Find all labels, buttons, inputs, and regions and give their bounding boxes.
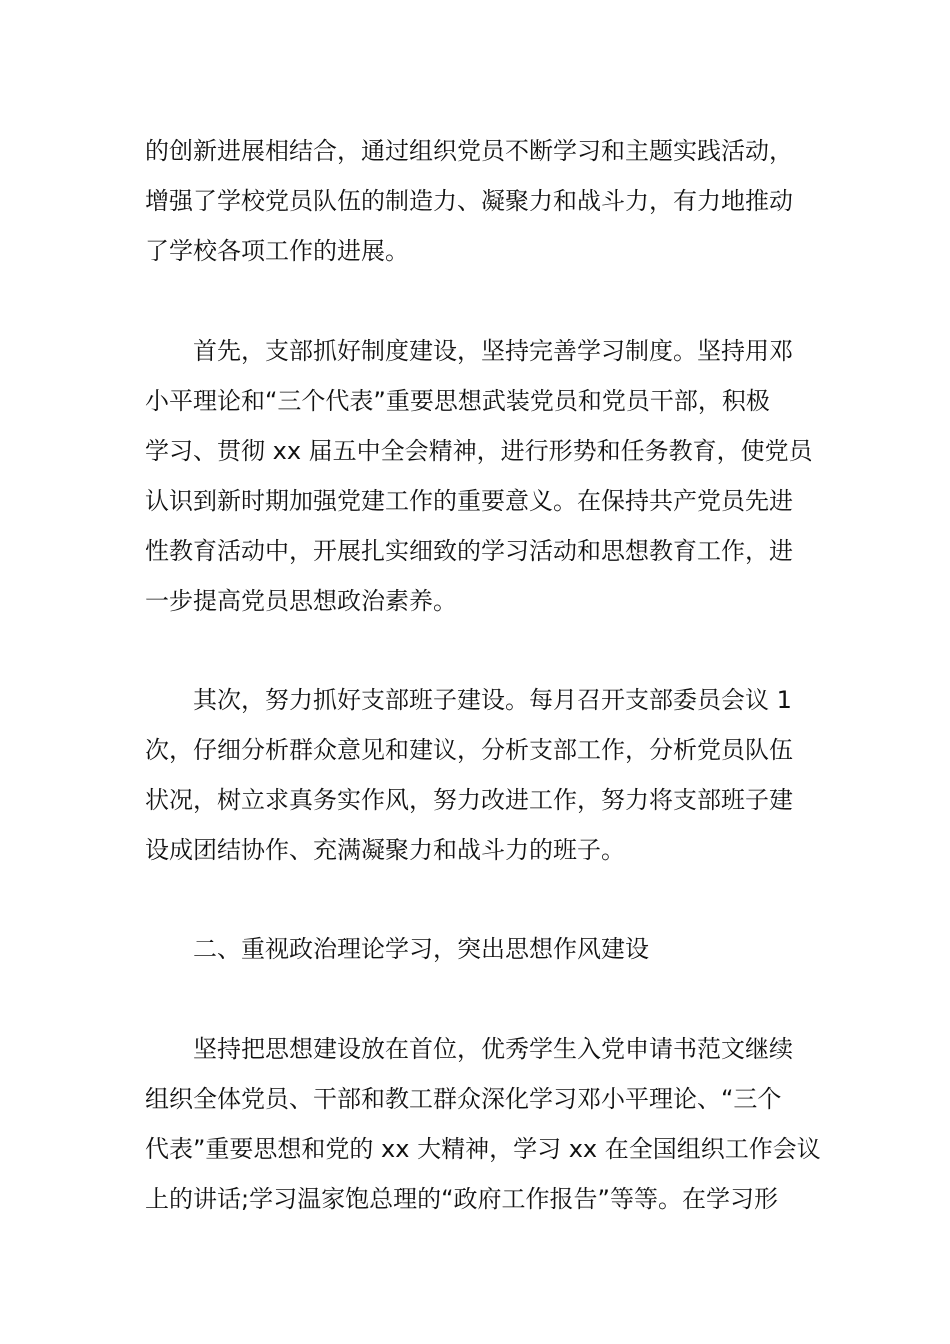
paragraph-3-line-4: 设成团结协作、充满凝聚力和战斗力的班子。 xyxy=(145,836,625,864)
paragraph-5-line-1: 坚持把思想建设放在首位，优秀学生入党申请书范文继续 xyxy=(193,1035,793,1063)
paragraph-3-line-1: 其次，努力抓好支部班子建设。每月召开支部委员会议 1 xyxy=(193,686,792,714)
paragraph-1-line-2: 增强了学校党员队伍的制造力、凝聚力和战斗力，有力地推动 xyxy=(145,187,793,215)
paragraph-2-line-6: 一步提高党员思想政治素养。 xyxy=(145,587,457,615)
paragraph-2-line-1: 首先，支部抓好制度建设，坚持完善学习制度。坚持用邓 xyxy=(193,337,793,365)
paragraph-2-line-2: 小平理论和“三个代表”重要思想武装党员和党员干部，积极 xyxy=(145,387,770,415)
section-heading: 二、重视政治理论学习，突出思想作风建设 xyxy=(193,935,649,963)
paragraph-2-line-3: 学习、贯彻 xx 届五中全会精神，进行形势和任务教育，使党员 xyxy=(145,437,813,465)
paragraph-3-line-2: 次，仔细分析群众意见和建议，分析支部工作，分析党员队伍 xyxy=(145,736,793,764)
paragraph-5-line-4: 上的讲话;学习温家饱总理的“政府工作报告”等等。在学习形 xyxy=(145,1185,778,1213)
paragraph-5-line-2: 组织全体党员、干部和教工群众深化学习邓小平理论、“三个 xyxy=(145,1085,782,1113)
paragraph-2-line-5: 性教育活动中，开展扎实细致的学习活动和思想教育工作，进 xyxy=(145,537,793,565)
paragraph-1-line-3: 了学校各项工作的进展。 xyxy=(145,237,409,265)
paragraph-5-line-3: 代表”重要思想和党的 xx 大精神，学习 xx 在全国组织工作会议 xyxy=(145,1135,821,1163)
paragraph-2-line-4: 认识到新时期加强党建工作的重要意义。在保持共产党员先进 xyxy=(145,487,793,515)
paragraph-3-line-3: 状况，树立求真务实作风，努力改进工作，努力将支部班子建 xyxy=(145,786,793,814)
paragraph-1-line-1: 的创新进展相结合，通过组织党员不断学习和主题实践活动， xyxy=(145,137,793,165)
